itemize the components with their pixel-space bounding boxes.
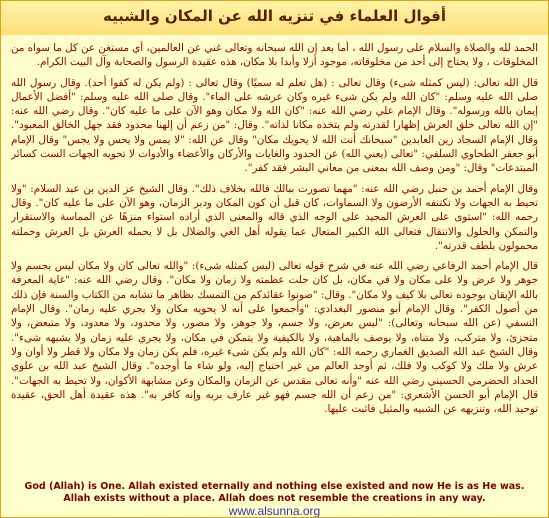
- english-line-2: Allah exists without a place. Allah does not resemble the creations in any way.: [63, 493, 486, 504]
- website-link[interactable]: www.alsunna.org: [228, 504, 321, 518]
- body-paragraph-2: قال الله تعالى: (ليس كمثله شىء) وقال تعالى : (هل تعلم له سميًا) وقال تعالى : (ولم يكن له كفوا أحد). وقال رسول الله صلى الله عليه وسلم: "كان الله ولم يكن شىء غيره وكان عرشه على الماء". وقال صلى الله عليه وسلم: "أفضل الأعمال إيمان بالله ورسوله". وقال الإمام علي رضي الله عنه: "كان الله ولا مكان وهو الآن على ما عليه كان". وقال رضي الله عنه: "إن الله تعالى خلق العرش إظهارا لقدرته ولم يتخذه مكانا لذاته". وقال: "من زعم أن إلهنا محدود فقد جهل الخالق المعبود". وقال الإمام السجاد زين العابدين "سبحانك أنت الله لا يحويك مكان" وقال عن الله: "لا يمس ولا يحس ولا يجس" وقال الإمام أبو جعفر الطحاوي السلفي: "تعالى (يعني الله) عن الحدود والغايات والأركان والأعضاء والأدوات لا تحويه الجهات الست كسائر المبتدعات" وقال: "ومن وصف الله بمعنى من معاني البشر فقد كفر".: [11, 76, 538, 175]
- article-body: [11, 41, 538, 479]
- body-paragraph-3: وقال الإمام أحمد بن حنبل رضي الله عنه: "مهما تصورت ببالك فالله بخلاف ذلك". وقال الشيخ عز الدين بن عبد السلام: "ولا تحيط به الجهات ولا تكتنفه الأرضون ولا السماوات، كان قبل أن كون المكان ودبر الزمان، وهو الآن على ما عليه كان". وقال رحمه الله: "استوى على العرش المجيد على الوجه الذي قاله والمعنى الذي أراده استواء منزهًا عن المماسة والاستقرار والتمكن والحلول والانتقال فتعالى الله الكبير المتعال عما يقوله أهل الغي والضلال بل لا يحمله العرش بل العرش وحملته محمولون بلطف قدرته".: [11, 182, 538, 252]
- english-line-1: God (Allah) is One. Allah existed eternally and nothing else existed and now He is as He was.: [24, 481, 525, 492]
- title-band: [1, 1, 548, 35]
- body-paragraph-4: قال الإمام أحمد الرفاعي رضي الله عنه في شرح قوله تعالى (ليس كمثله شىء): "والله تعالى كان ولا مكان ليس بجسم ولا جوهر ولا عرض ولا على مكان ولا في مكان، بل كان جلت عظمته ولا زمان ولا مكان". وقال رضي الله عنه: "غاية المعرفة بالله الإيقان بوجوده تعالى بلا كيف ولا مكان". وقال: "صونوا عقائدكم من التمسك بظاهر ما تشابه من الكتاب والسنة فإن ذلك من أصول الكفر". وقال الإمام أبو منصور البغدادي: "وأجمعوا على أنه لا يحويه مكان ولا يجري عليه زمان". وقال الإمام النسفي (عن الله سبحانه وتعالى): "ليس بعرض، ولا جسم، ولا جوهر، ولا مصور، ولا محدود، ولا معدود، ولا متبعض، ولا متجزئ، ولا متركب، ولا متناه، ولا يوصف بالماهية، ولا بالكيفية ولا يتمكن في مكان، ولا يجري عليه زمان ولا يشبهه شىء". وقال الشيخ عبد الله الصديق الغماري رحمه الله: "كان الله ولم يكن شىء غيره، فلم يكن زمان ولا مكان ولا قطر ولا أوان ولا عرش ولا ملك ولا كوكب ولا فلك، ثم أوجد العالم من غير احتياج إليه، ولو شاء ما أوجده". وقال الشيخ عبد الله بن علوي الحداد الحضرمي الحسيني رضي الله عنه "وأنه تعالى مقدس عن الزمان والمكان وعن مشابهة الأكوان، ولا تحيط به الجهات". قال الإمام أبو الحسن الأشعري: "من زعم أن الله جسم فهو غير عارف بربه وإنه كافر به". هذه عقيدة أهل الحق، عقيدة توحيد الله، وتنزيهه عن الشبيه والمثيل فاثبت عليها.: [11, 260, 538, 416]
- english-summary: [1, 481, 548, 505]
- body-paragraph-1: الحمد لله والصلاة والسلام على رسول الله ، أما بعد إن الله سبحانه وتعالى غني عن العالمين، أي مستغن عن كل ما سواه من المخلوقات ، ولا يحتاج إلى أحد من مخلوقاته، موجود أزلا وأبدا بلا مكان، هذه عقيدة الرسول والصحابة وآل البيت الكرام.: [11, 42, 538, 69]
- page-title: أقوال العلماء في تنزيه الله عن المكان والشبيه: [102, 7, 447, 25]
